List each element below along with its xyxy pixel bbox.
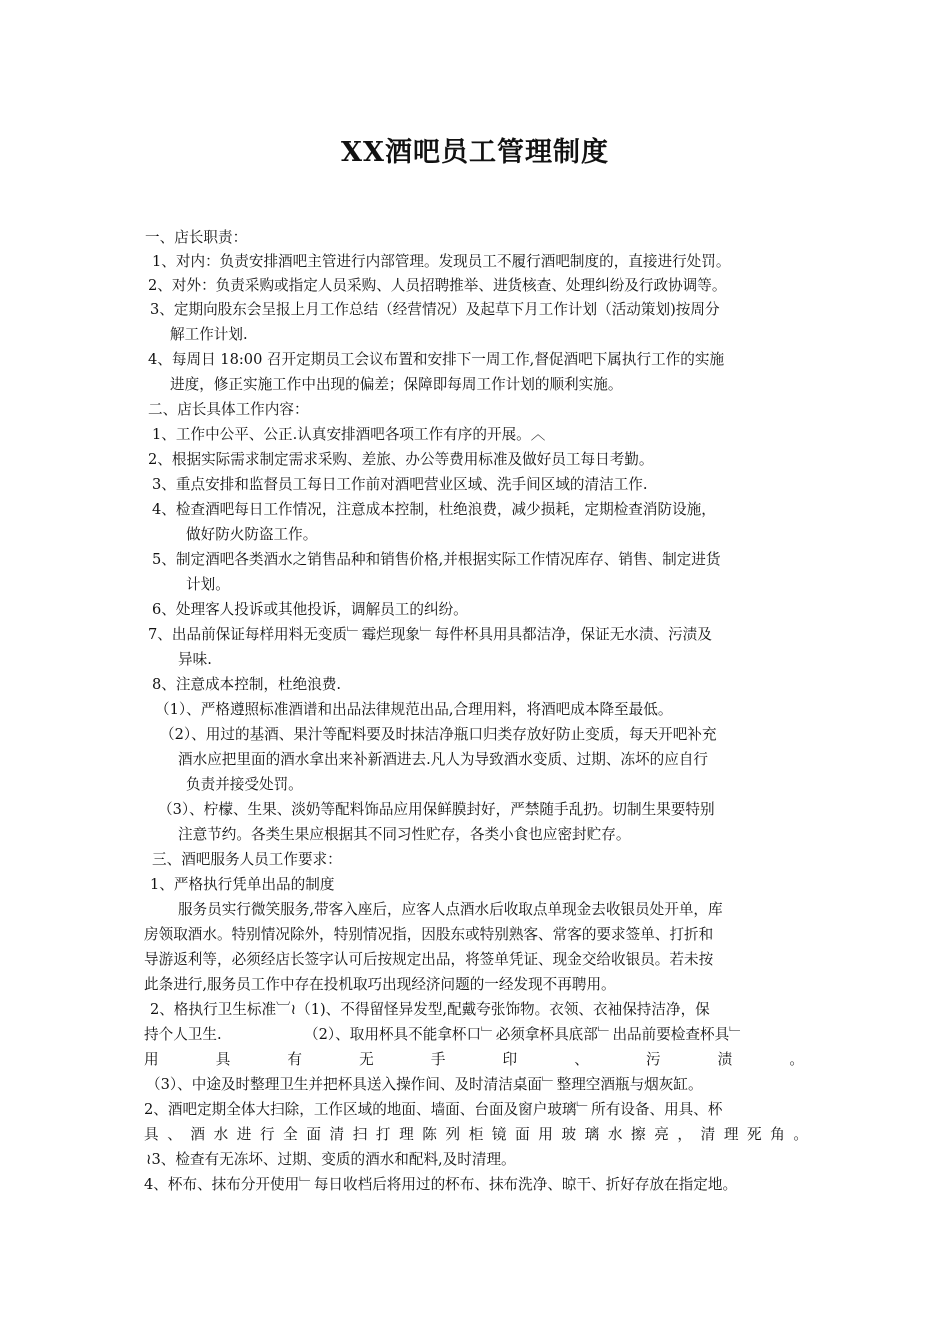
text-line: 4、每周日 18:00 召开定期员工会议布置和安排下一周工作,督促酒吧下属执行工作的实施 [148,351,725,368]
text-line: 持个人卫生. [144,1026,222,1043]
text-line: 3、重点安排和监督员工每日工作前对酒吧营业区域、洗手间区域的清洁工作. [152,476,648,493]
text-line: 酒水应把里面的酒水拿出来补新酒进去.凡人为导致酒水变质、过期、冻坏的应自行 [178,751,709,768]
text-line: 计划。 [186,576,230,593]
text-line: （2）、取用杯具不能拿杯口﹂必须拿杯具底部﹂出品前要检查杯具﹂ [304,1026,744,1043]
text-line: （3）、柠檬、生果、淡奶等配料饰品应用保鲜膜封好，严禁随手乱扔。切制生果要特别 [158,801,715,818]
text-line: 进度，修正实施工作中出现的偏差；保障即每周工作计划的顺利实施。 [170,376,623,393]
text-line: 导游返利等，必须经店长签字认可后按规定出品，将签单凭证、现金交给收银员。若未按 [144,951,714,968]
text-line: （3）、中途及时整理卫生并把杯具送入操作间、及时清洁桌面﹂整理空酒瓶与烟灰缸。 [146,1076,703,1093]
text-line: 服务员实行微笑服务,带客入座后，应客人点酒水后收取点单现金去收银员处开单，库 [178,901,723,918]
text-line: 1、对内：负责安排酒吧主管进行内部管理。发现员工不履行酒吧制度的，直接进行处罚。 [152,253,731,270]
text-line: 1、工作中公平、公正.认真安排酒吧各项工作有序的开展。︿ [152,426,546,443]
text-line: 5、制定酒吧各类酒水之销售品种和销售价格,并根据实际工作情况库存、销售、制定进货 [152,551,721,568]
text-line: （2）、用过的基酒、果汁等配料要及时抹洁净瓶口归类存放好防止变质，每天开吧补充 [160,726,717,743]
text-line: 8、注意成本控制，杜绝浪费. [152,676,342,693]
text-line: ≀3、检查有无冻坏、过期、变质的酒水和配料,及时清理。 [146,1151,516,1168]
text-line: 2、酒吧定期全体大扫除，工作区域的地面、墙面、台面及窗户玻璃﹂所有设备、用具、杯 [144,1101,723,1118]
text-line: 异味. [178,651,212,668]
text-line: 具 、 酒 水 进 行 全 面 清 扫 打 理 陈 列 柜 镜 面 用 玻 璃 水 擦 亮 ， 清 理 死 角 。 [144,1126,808,1143]
document-title: XX酒吧员工管理制度 [341,137,609,168]
text-line: 解工作计划. [170,326,248,343]
text-line: 此条进行,服务员工作中存在投机取巧出现经济问题的一经发现不再聘用。 [144,976,616,993]
text-line: 负责并接受处罚。 [186,776,303,793]
text-line: 3、定期向股东会呈报上月工作总结（经营情况）及起草下月工作计划（活动策划)按周分 [150,301,720,318]
text-line: 2、对外：负责采购或指定人员采购、人员招聘推举、进货核查、处理纠纷及行政协调等。 [148,277,727,294]
text-line: 2、根据实际需求制定需求采购、差旅、办公等费用标准及做好员工每日考勤。 [148,451,654,468]
section-heading: 一、店长职责： [145,229,248,246]
text-line: 房领取酒水。特别情况除外，特别情况指，因股东或特别熟客、常客的要求签单、打折和 [144,926,714,943]
text-line: 6、处理客人投诉或其他投诉，调解员工的纠纷。 [152,601,468,618]
section-heading: 二、店长具体工作内容： [148,401,309,418]
text-line: 4、杯布、抹布分开使用﹂每日收档后将用过的杯布、抹布洗净、晾干、折好存放在指定地。 [144,1176,738,1193]
text-line: 用 具 有 无 手 印 、 污 渍 。 [144,1051,804,1068]
text-line: 1、严格执行凭单出品的制度 [150,876,335,893]
text-line: 注意节约。各类生果应根据其不同习性贮存，各类小食也应密封贮存。 [178,826,631,843]
text-line: 4、检查酒吧每日工作情况，注意成本控制，杜绝浪费，减少损耗，定期检查消防设施， [152,501,716,518]
text-line: （1）、严格遵照标准酒谱和出品法律规范出品,合理用料，将酒吧成本降至最低。 [155,701,673,718]
text-line: 2、格执行卫生标准︺≀（1)、不得留怪异发型,配戴夸张饰物。衣领、衣袖保持洁净，保 [150,1001,710,1018]
section-heading: 三、酒吧服务人员工作要求： [152,851,342,868]
text-line: 7、出品前保证每样用料无变质﹂霉烂现象﹂每件杯具用具都洁净，保证无水渍、污渍及 [148,626,712,643]
text-line: 做好防火防盗工作。 [186,526,318,543]
